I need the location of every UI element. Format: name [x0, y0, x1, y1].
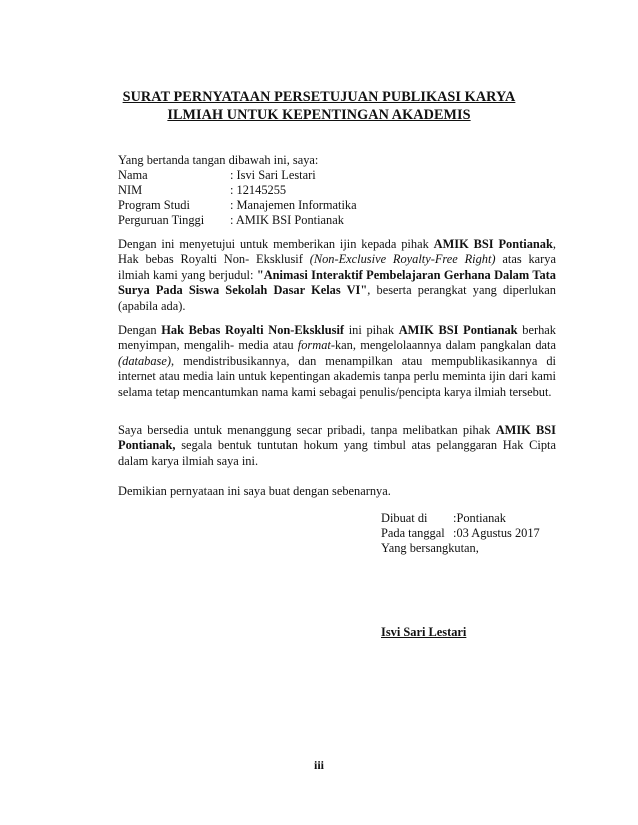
responsibility-text-2: segala bentuk tuntutan hokum yang timbul atas pelanggaran Hak Cipta dalam karya ilmiah saya ini. [118, 438, 556, 468]
signature-place-row [381, 511, 506, 526]
rights-license: Hak Bebas Royalti Non-Eksklusif [161, 323, 345, 337]
document-title-line-2: ILMIAH UNTUK KEPENTINGAN AKADEMIS [167, 107, 471, 123]
signature-regards: Yang bersangkutan, [381, 541, 479, 555]
name-value: : Isvi Sari Lestari [230, 168, 316, 182]
name-label: Nama [118, 168, 148, 182]
responsibility-text-1: Saya bersedia untuk menanggung secar pribadi, tanpa melibatkan pihak [118, 423, 496, 437]
nim-label: NIM [118, 183, 143, 197]
royalty-free-term: (Non-Exclusive Royalty-Free Right) [309, 252, 496, 267]
signature-date-label: Pada tanggal [381, 526, 445, 540]
format-term: format [297, 338, 331, 353]
permission-paragraph [118, 237, 556, 314]
rights-text-4: -kan, mengelolaannya dalam pangkalan data [330, 338, 556, 353]
program-row [118, 198, 458, 213]
signature-place-value: :Pontianak [453, 511, 506, 525]
document-title-line-1: SURAT PERNYATAAN PERSETUJUAN PUBLIKASI KARYA [122, 89, 516, 105]
rights-paragraph [118, 323, 556, 400]
responsibility-institution: AMIK BSI Pontianak, [118, 423, 556, 453]
signature-place-label: Dibuat di [381, 511, 428, 525]
university-label: Perguruan Tinggi [118, 213, 205, 227]
rights-text-2: ini pihak [344, 323, 399, 337]
university-row [118, 213, 458, 228]
database-term: (database) [118, 353, 171, 368]
program-value: : Manajemen Informatika [230, 198, 357, 212]
closing-statement: Demikian pernyataan ini saya buat dengan sebenarnya. [118, 484, 391, 498]
rights-text-1: Dengan [118, 323, 162, 337]
permission-text-1: Dengan ini menyetujui untuk memberikan ijin kepada pihak [118, 237, 434, 251]
nim-value: : 12145255 [230, 183, 287, 197]
signatory-name: Isvi Sari Lestari [381, 625, 467, 639]
work-title: "Animasi Interaktif Pembelajaran Gerhana Dalam Tata Surya Pada Siswa Sekolah Dasar Kelas VI" [118, 267, 556, 298]
nim-row [118, 183, 458, 198]
institution-name: AMIK BSI Pontianak [433, 237, 553, 251]
permission-text-2: , Hak bebas Royalti Non- Eksklusif [118, 237, 556, 267]
program-label: Program Studi [118, 198, 190, 212]
rights-text-5: , mendistribusikannya, dan menampilkan atau mempublikasikannya di internet atau media lain untuk kepentingan akademis tanpa perlu meminta ijin dari kami selama tetap mencantumkan nama kami sebagai penulis/pencipta karya ilmiah tersebut. [118, 353, 556, 399]
rights-institution: AMIK BSI Pontianak [398, 323, 518, 337]
permission-text-3: atas karya ilmiah kami yang berjudul: [118, 252, 556, 282]
university-value: : AMIK BSI Pontianak [230, 213, 344, 227]
responsibility-paragraph [118, 423, 556, 469]
signature-date-row [381, 526, 540, 541]
rights-text-3: berhak menyimpan, mengalih- media atau [118, 323, 556, 353]
permission-text-4: , beserta perangkat yang diperlukan (apabila ada). [118, 283, 556, 313]
intro-text: Yang bertanda tangan dibawah ini, saya: [118, 153, 319, 167]
name-row [118, 168, 458, 183]
page-number: iii [313, 758, 324, 772]
signature-date-value: :03 Agustus 2017 [453, 526, 540, 540]
